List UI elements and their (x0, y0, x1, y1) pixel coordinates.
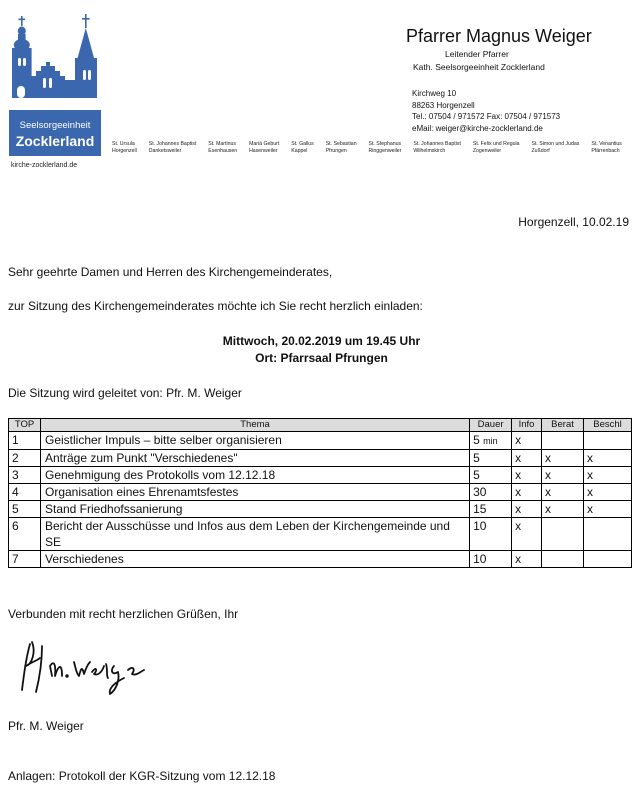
cell-beschl: x (584, 450, 632, 467)
cell-beschl (584, 518, 632, 551)
table-row (9, 501, 632, 518)
cell-dauer: 30 (470, 484, 512, 501)
cell-top: 1 (9, 432, 41, 450)
cell-beschl (584, 551, 632, 568)
handwritten-signature (20, 636, 150, 698)
cell-thema: Stand Friedhofssanierung (40, 501, 469, 518)
cell-top: 2 (9, 450, 41, 467)
parish-item: St. Johannes Baptist Wilhelmskirch (413, 141, 461, 154)
website-url[interactable]: kirche-zocklerland.de (11, 162, 78, 169)
parish-item: St. Stephanus Ringgenweiler (368, 141, 402, 154)
sender-organization: Kath. Seelsorgeeinheit Zocklerland (413, 62, 545, 72)
cell-berat (542, 432, 584, 450)
cell-top: 7 (9, 551, 41, 568)
agenda-header-row (9, 419, 632, 432)
cell-top: 6 (9, 518, 41, 551)
parish-item: St. Felix und Regula Zogenweiler (472, 141, 520, 154)
closing-line: Verbunden mit recht herzlichen Grüßen, Ihr (8, 607, 239, 621)
cell-thema: Anträge zum Punkt "Verschiedenes" (40, 450, 469, 467)
attachments: Anlagen: Protokoll der KGR-Sitzung vom 12.12.18 (8, 769, 276, 783)
col-header-berat: Berat (542, 419, 584, 432)
col-header-info: Info (512, 419, 542, 432)
cell-thema: Genehmigung des Protokolls vom 12.12.18 (40, 467, 469, 484)
chair-line: Die Sitzung wird geleitet von: Pfr. M. Weiger (8, 386, 242, 400)
col-header-dauer: Dauer (470, 419, 512, 432)
parish-item: St. Johannes Baptist Danketsweiler (148, 141, 197, 154)
cell-thema: Verschiedenes (40, 551, 469, 568)
salutation: Sehr geehrte Damen und Herren des Kirchengemeinderates, (8, 265, 333, 279)
parish-item: St. Martinus Esenhausen (208, 141, 238, 154)
table-row (9, 484, 632, 501)
cell-thema: Organisation eines Ehrenamtsfestes (40, 484, 469, 501)
cell-dauer: 5 (470, 450, 512, 467)
date-line: Horgenzell, 10.02.19 (518, 215, 629, 229)
sender-email[interactable]: eMail: weiger@kirche-zocklerland.de (412, 123, 543, 133)
cell-info: x (512, 450, 542, 467)
parish-item: St. Ursula Horgenzell (112, 141, 137, 154)
logo-line2: Zocklerland (15, 133, 95, 149)
cell-top: 5 (9, 501, 41, 518)
cell-beschl: x (584, 467, 632, 484)
table-row (9, 432, 632, 450)
invitation-text: zur Sitzung des Kirchengemeinderates möchte ich Sie recht herzlich einladen: (8, 299, 423, 313)
col-header-thema: Thema (40, 419, 469, 432)
church-skyline-icon (9, 14, 101, 156)
cell-top: 3 (9, 467, 41, 484)
sender-street: Kirchweg 10 (412, 89, 457, 98)
parish-item: St. Sebastian Pfrungen (325, 141, 357, 154)
sender-name: Pfarrer Magnus Weiger (406, 26, 592, 46)
parish-item: Mariä Geburt Hasenweiler (249, 141, 280, 154)
signer-name: Pfr. M. Weiger (8, 719, 84, 733)
cell-info: x (512, 484, 542, 501)
table-row (9, 518, 632, 551)
meeting-date: Mittwoch, 20.02.2019 um 19.45 Uhr (222, 334, 421, 348)
cell-thema: Bericht der Ausschüsse und Infos aus dem Leben der Kirchengemeinde und SE (40, 518, 469, 551)
cell-berat: x (542, 484, 584, 501)
cell-info: x (512, 518, 542, 551)
parish-item: St. Venantius Pfärrenbach (591, 141, 622, 154)
agenda-table (8, 418, 632, 568)
cell-dauer: 15 (470, 501, 512, 518)
sender-address (412, 88, 560, 134)
parish-item: St. Simon und Judas Zußdorf (531, 141, 580, 154)
cell-dauer: 5 min (470, 432, 512, 450)
table-row (9, 551, 632, 568)
sender-role: Leitender Pfarrer (445, 49, 509, 59)
cell-thema: Geistlicher Impuls – bitte selber organisieren (40, 432, 469, 450)
duration-unit: min (483, 436, 498, 446)
parish-logo (9, 14, 101, 156)
cell-berat (542, 551, 584, 568)
sender-phone: Tel.: 07504 / 971572 Fax: 07504 / 971573 (412, 112, 561, 121)
cell-info: x (512, 501, 542, 518)
cell-dauer: 10 (470, 551, 512, 568)
col-header-beschl: Beschl (584, 419, 632, 432)
cell-info: x (512, 432, 542, 450)
cell-beschl: x (584, 484, 632, 501)
table-row (9, 450, 632, 467)
meeting-location: Ort: Pfarrsaal Pfrungen (255, 351, 388, 365)
cell-top: 4 (9, 484, 41, 501)
cell-berat (542, 518, 584, 551)
cell-berat: x (542, 450, 584, 467)
cell-berat: x (542, 501, 584, 518)
parish-list (112, 141, 622, 154)
parish-item: St. Gallus Kappel (291, 141, 314, 154)
logo-line1: Seelsorgeeinheit (19, 120, 91, 131)
cell-info: x (512, 467, 542, 484)
table-row (9, 467, 632, 484)
cell-beschl: x (584, 501, 632, 518)
cell-dauer: 5 (470, 467, 512, 484)
cell-dauer: 10 (470, 518, 512, 551)
cell-berat: x (542, 467, 584, 484)
sender-city: 88263 Horgenzell (412, 100, 475, 110)
cell-info: x (512, 551, 542, 568)
col-header-top: TOP (9, 419, 41, 432)
cell-beschl (584, 432, 632, 450)
